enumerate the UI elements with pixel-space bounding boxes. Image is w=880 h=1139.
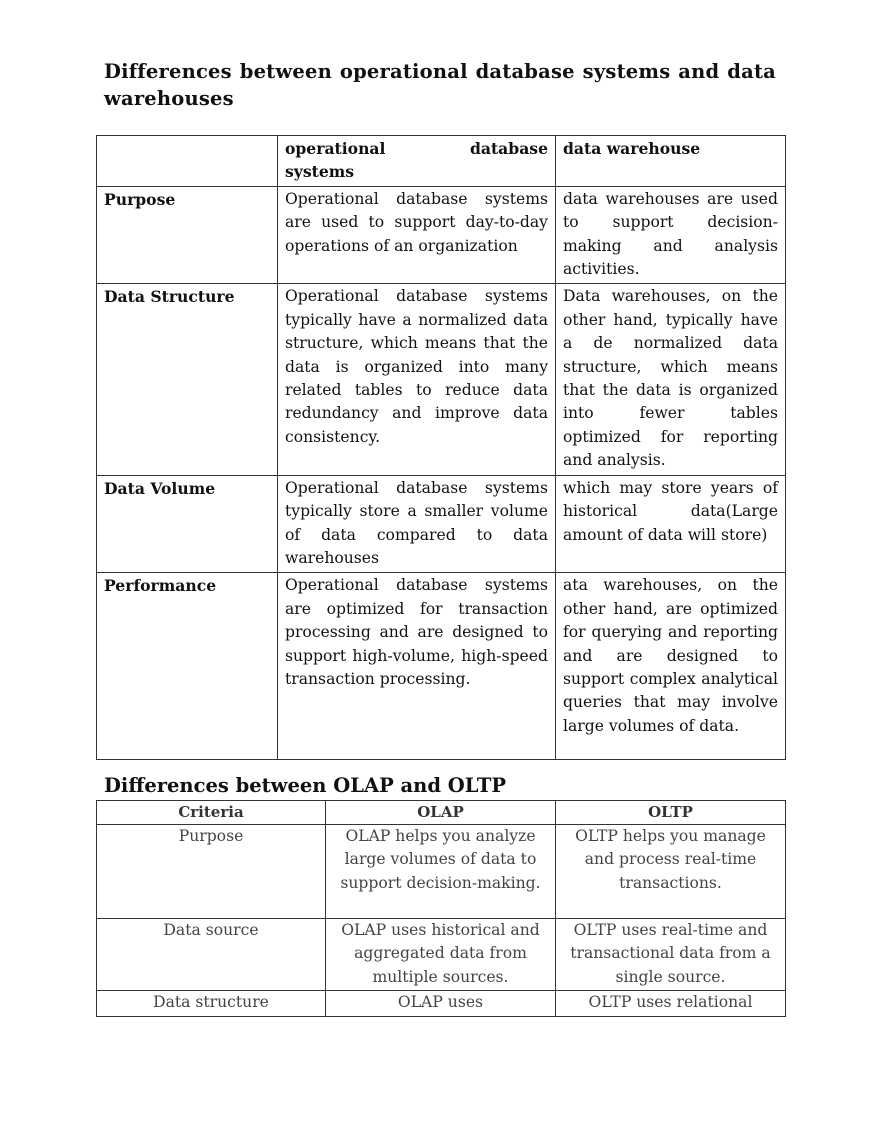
- warehouse-cell: which may store years of historical data(Large amount of data will store): [556, 475, 786, 573]
- operational-vs-warehouse-table: [96, 135, 786, 760]
- table-row: [97, 573, 786, 760]
- column-header-oltp: OLTP: [556, 801, 786, 825]
- table-row: [97, 186, 786, 284]
- olap-cell: OLAP helps you analyze large volumes of data to support decision-making.: [326, 825, 556, 919]
- column-header-operational-line2: systems: [285, 162, 355, 182]
- column-header-operational: [278, 136, 556, 187]
- column-header-olap: OLAP: [326, 801, 556, 825]
- table-row: [97, 284, 786, 475]
- table-header-row: [97, 801, 786, 825]
- table-row: [97, 991, 786, 1016]
- section1-title: [104, 58, 776, 112]
- column-header-operational-line1: operational database: [285, 139, 548, 158]
- warehouse-cell: Data warehouses, on the other hand, typically have a de normalized data structure, which means that the data is organized into fewer tables optimized for reporting and analysis.: [556, 284, 786, 475]
- table-header-row: [97, 136, 786, 187]
- warehouse-cell: data warehouses are used to support decision-making and analysis activities.: [556, 186, 786, 284]
- operational-cell: Operational database systems are optimized for transaction processing and are designed to support high-volume, high-speed transaction processing.: [278, 573, 556, 760]
- row-label: Performance: [97, 573, 278, 760]
- section1-title-line2: warehouses: [104, 87, 234, 110]
- row-label: Data Volume: [97, 475, 278, 573]
- operational-cell: Operational database systems typically have a normalized data structure, which means that the data is organized into many related tables to reduce data redundancy and improve data consistency.: [278, 284, 556, 475]
- operational-cell: Operational database systems typically store a smaller volume of data compared to data warehouses: [278, 475, 556, 573]
- criteria-cell: Data source: [97, 919, 326, 991]
- operational-cell: Operational database systems are used to support day-to-day operations of an organization: [278, 186, 556, 284]
- section1-title-line1: Differences between operational database systems and data: [104, 60, 776, 83]
- criteria-cell: Data structure: [97, 991, 326, 1016]
- column-header-criteria: Criteria: [97, 801, 326, 825]
- oltp-cell: OLTP helps you manage and process real-time transactions.: [556, 825, 786, 919]
- table-corner-cell: [97, 136, 278, 187]
- warehouse-cell: ata warehouses, on the other hand, are optimized for querying and reporting and are designed to support complex analytical queries that may involve large volumes of data.: [556, 573, 786, 760]
- row-label: Purpose: [97, 186, 278, 284]
- row-label: Data Structure: [97, 284, 278, 475]
- section2-title: Differences between OLAP and OLTP: [104, 774, 507, 797]
- olap-cell: OLAP uses: [326, 991, 556, 1016]
- column-header-warehouse: data warehouse: [556, 136, 786, 187]
- table-row: [97, 825, 786, 919]
- oltp-cell: OLTP uses real-time and transactional data from a single source.: [556, 919, 786, 991]
- table-row: [97, 919, 786, 991]
- criteria-cell: Purpose: [97, 825, 326, 919]
- table-row: [97, 475, 786, 573]
- oltp-cell: OLTP uses relational: [556, 991, 786, 1016]
- olap-cell: OLAP uses historical and aggregated data from multiple sources.: [326, 919, 556, 991]
- olap-vs-oltp-table: [96, 800, 786, 1017]
